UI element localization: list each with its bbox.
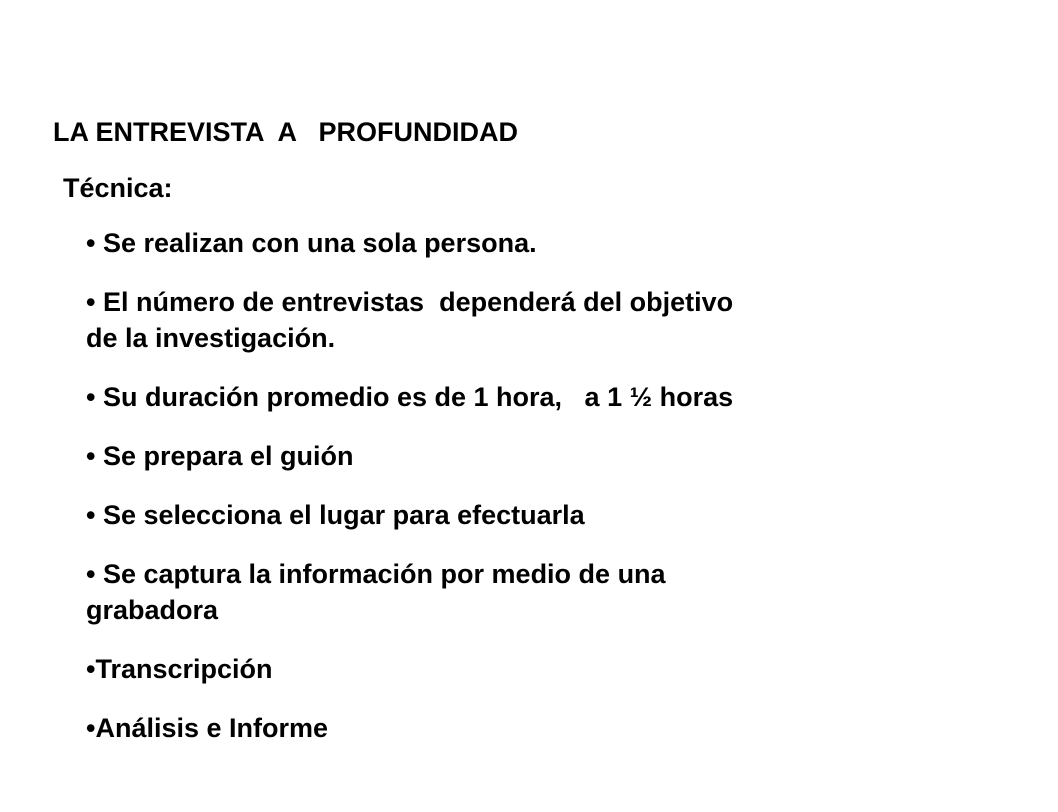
bullet-item: • Su duración promedio es de 1 hora, a 1 ½ horas	[86, 382, 734, 412]
bullet-item: • Se selecciona el lugar para efectuarla	[86, 500, 585, 530]
slide-subtitle: Técnica:	[63, 173, 173, 203]
bullet-item: •Transcripción	[86, 654, 273, 684]
bullet-item: • Se realizan con una sola persona.	[86, 228, 537, 258]
bullet-list	[86, 225, 1046, 769]
bullet-item: • Se prepara el guión	[86, 441, 354, 471]
bullet-item: •Análisis e Informe	[86, 713, 329, 743]
slide-title: LA ENTREVISTA A PROFUNDIDAD	[53, 117, 518, 147]
bullet-item: • Se captura la información por medio de una grabadora	[86, 559, 666, 625]
bullet-item: • El número de entrevistas dependerá del objetivo de la investigación.	[86, 287, 734, 353]
